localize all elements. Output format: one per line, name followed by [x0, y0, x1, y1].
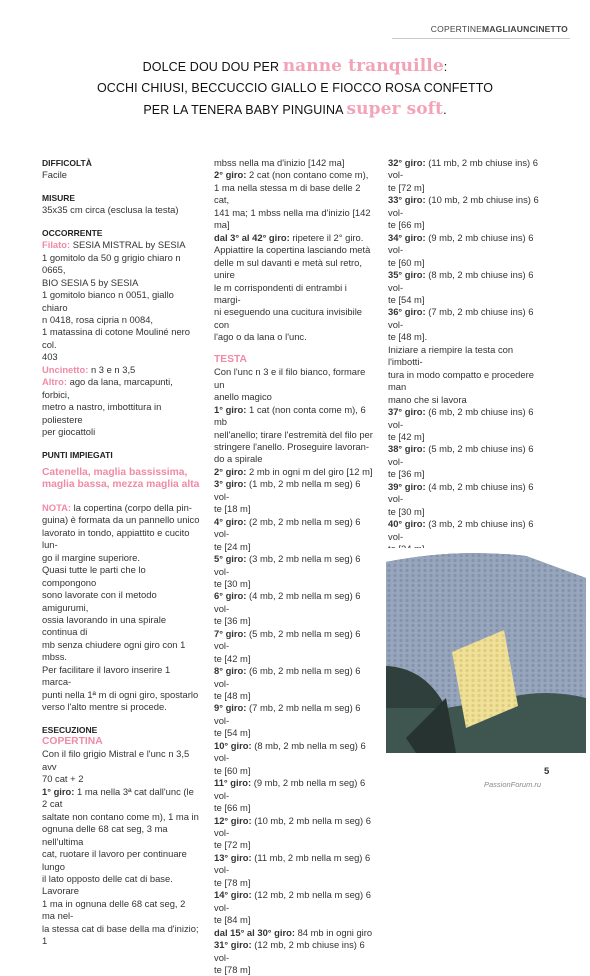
round-count: te [30 m]	[214, 577, 251, 589]
giro-text: ripetere il 2° giro.	[289, 231, 364, 243]
round-count: te [42 m]	[388, 430, 425, 442]
text-line: per giocattoli	[42, 426, 96, 438]
text-line: Quasi tutte le parti che lo compongono	[42, 564, 146, 588]
round-line	[388, 306, 550, 331]
text-line: 1 matassina di cotone Mouliné nero col.	[42, 326, 191, 350]
giro-label: 39° giro:	[388, 480, 426, 492]
giro-label: 3° giro:	[214, 478, 247, 490]
intro-text	[0, 56, 590, 121]
giro-label: 31° giro:	[214, 939, 252, 951]
giro-2-line	[214, 169, 376, 181]
round-line	[214, 466, 376, 478]
round-count: te [42 m]	[214, 652, 251, 664]
altro-line	[42, 376, 200, 401]
giro-label: 9° giro:	[214, 702, 247, 714]
giro-text: (4 mb, 2 mb nella m seg) 6 vol-	[214, 590, 361, 614]
text-line: punti nella 1ª m di ogni giro, spostarlo	[42, 688, 199, 700]
text-line: stringere l'anello. Proseguire lavoran-	[214, 440, 369, 452]
round-line	[214, 702, 376, 727]
column-1	[42, 157, 200, 948]
text-line: do a spirale	[214, 453, 263, 465]
round-line	[388, 481, 550, 506]
giro-1-line	[42, 786, 200, 811]
giro-text: (12 mb, 2 mb nella m seg) 6 vol-	[214, 889, 371, 913]
running-header	[431, 24, 568, 34]
heading-difficolta: DIFFICOLTÀ	[42, 158, 92, 168]
text-line: delle m sul davanti e metà sul retro, unire	[214, 256, 362, 281]
text-line: tura in modo compatto e procedere man	[388, 368, 534, 393]
text-line: Appiattire la copertina lasciando metà	[214, 244, 371, 256]
round-count: te [78 m]	[214, 964, 251, 975]
giro-text: (8 mb, 2 mb chiuse ins) 6 vol-	[388, 269, 534, 293]
giro-label: 7° giro:	[214, 627, 247, 639]
text-line: Con l'unc n 3 e il filo bianco, formare un	[214, 366, 366, 390]
heading-testa: TESTA	[214, 353, 247, 365]
header-magazine: MAGLIAUNCINETTO	[482, 24, 568, 34]
heading-copertina: COPERTINA	[42, 736, 103, 748]
text-line: mbss nella ma d'inizio [142 ma]	[214, 157, 345, 168]
giro-label: 11° giro:	[214, 777, 252, 789]
column-2	[214, 157, 376, 976]
crochet-blanket-photo	[386, 548, 586, 753]
difficolta-value: Facile	[42, 169, 68, 181]
round-count: te [18 m]	[214, 503, 251, 515]
text-line: la stessa cat di base della ma d'inizio; 1	[42, 922, 199, 947]
punti-line: maglia bassa, mezza maglia alta	[42, 479, 200, 491]
text-line: verso l'alto mentre si procede.	[42, 701, 167, 713]
text-line: go il margine superiore.	[42, 551, 140, 563]
crochet-blanket-illustration	[386, 548, 586, 753]
giro-label: 1° giro:	[214, 403, 247, 415]
giro-text: 1 cat (non conta come m), 6 mb	[214, 403, 366, 428]
round-line	[214, 815, 376, 840]
giro-label: 12° giro:	[214, 814, 252, 826]
heading-esecuzione: ESECUZIONE	[42, 724, 98, 735]
giro-text: (12 mb, 2 mb chiuse ins) 6 vol-	[214, 939, 365, 963]
intro-line3: PER LA TENERA BABY PINGUINA	[143, 103, 347, 117]
giro-label: 38° giro:	[388, 443, 426, 455]
round-line	[214, 889, 376, 914]
text-line: ni eseguendo una cucitura invisibile con	[214, 306, 363, 330]
intro-highlight-2: super soft	[346, 99, 444, 119]
giro-text: (5 mb, 2 mb chiuse ins) 6 vol-	[388, 443, 534, 467]
round-count: te [60 m]	[388, 256, 425, 268]
round-count: te [54 m]	[214, 727, 251, 739]
text-line: 141 ma; 1 mbss nella ma d'inizio [142 ma]	[214, 206, 371, 231]
giro-text: (1 mb, 2 mb nella m seg) 6 vol-	[214, 478, 361, 502]
heading-punti: PUNTI IMPIEGATI	[42, 449, 113, 460]
giro-text: 84 mb in ogni giro	[294, 926, 373, 938]
text-line: 1 gomitolo da 50 g grigio chiaro n 0665,	[42, 251, 181, 276]
giro-label: 33° giro:	[388, 194, 426, 206]
round-count: te [48 m]	[214, 690, 251, 702]
text-line: metro a nastro, imbottitura in poliestere	[42, 401, 162, 425]
text-line: saltate non contano come m), 1 ma in	[42, 810, 199, 822]
round-line	[388, 443, 550, 468]
round-count: te [66 m]	[214, 802, 251, 814]
giro-label: 36° giro:	[388, 306, 426, 318]
giro-label: dal 15° al 30° giro:	[214, 926, 295, 938]
giro-text: (4 mb, 2 mb chiuse ins) 6 vol-	[388, 480, 534, 505]
giro-3-42-line	[214, 232, 376, 244]
text-line: guina) è formata da un pannello unico	[42, 514, 200, 526]
giro-text: (11 mb, 2 mb chiuse ins) 6 vol-	[388, 157, 538, 181]
text-line: lavorato in tondo, appiattito e cucito lun-	[42, 526, 190, 551]
round-count: te [78 m]	[214, 876, 251, 888]
testa-rounds-list-3	[388, 406, 550, 555]
round-line	[388, 406, 550, 431]
text-line: 1 gomitolo bianco n 0051, giallo chiaro	[42, 289, 174, 313]
giro-text: (3 mb, 2 mb nella m seg) 6 vol-	[214, 553, 361, 577]
giro-label: 2° giro:	[214, 169, 247, 181]
round-count: te [66 m]	[388, 219, 425, 231]
text-line: BIO SESIA 5 by SESIA	[42, 276, 139, 288]
giro-label: 4° giro:	[214, 515, 247, 527]
round-count: te [48 m].	[388, 331, 428, 343]
text-line: cat, ruotare il lavoro per continuare lungo	[42, 848, 187, 872]
misure-value: 35x35 cm circa (esclusa la testa)	[42, 204, 179, 216]
giro-label: 37° giro:	[388, 406, 426, 418]
giro-label: 13° giro:	[214, 851, 252, 863]
intro-colon: :	[443, 60, 448, 74]
header-section: COPERTINE	[430, 24, 483, 34]
text-line: 1 ma in ognuna delle 68 cat seg, 2 ma nel-	[42, 897, 186, 922]
uncinetto-value: n 3 e n 3,5	[88, 363, 136, 375]
round-line	[214, 740, 376, 765]
text-line: ossia lavorando in una spirale continua di	[42, 613, 167, 638]
text-line: le m corrispondenti di entrambi i margi-	[214, 281, 347, 305]
giro-text: (6 mb, 2 mb nella m seg) 6 vol-	[214, 665, 361, 689]
giro-text: (11 mb, 2 mb nella m seg) 6 vol-	[214, 851, 371, 876]
round-line	[214, 628, 376, 653]
giro-label: 6° giro:	[214, 590, 247, 602]
round-count: te [84 m]	[214, 914, 251, 926]
filato-value: SESIA MISTRAL by SESIA	[70, 239, 186, 251]
giro-text: (3 mb, 2 mb chiuse ins) 6 vol-	[388, 518, 534, 542]
round-count: te [30 m]	[388, 505, 425, 517]
giro-text: (9 mb, 2 mb chiuse ins) 6 vol-	[388, 231, 534, 256]
intro-line2: OCCHI CHIUSI, BECCUCCIO GIALLO E FIOCCO ROSA CONFETTO	[96, 81, 494, 95]
giro-label: 1° giro:	[42, 785, 75, 797]
altro-value: ago da lana, marcapunti, forbici,	[42, 376, 173, 400]
text-line: 1 ma nella stessa m di base delle 2 cat,	[214, 181, 361, 206]
testa-giro-1-line	[214, 404, 376, 429]
giro-label: 34° giro:	[388, 231, 426, 243]
giro-text: (10 mb, 2 mb chiuse ins) 6 vol-	[388, 194, 539, 218]
text-line: Iniziare a riempire la testa con l'imbotti-	[388, 343, 514, 368]
giro-text: 1 ma nella 3ª cat dall'unc (le 2 cat	[42, 785, 194, 810]
uncinetto-label: Uncinetto:	[42, 363, 89, 375]
text-line: anello magico	[214, 391, 272, 403]
altro-label: Altro:	[42, 376, 67, 388]
text-line: Per facilitare il lavoro inserire 1 marca-	[42, 663, 171, 688]
text-line: il lato opposto delle cat di base. Lavorare	[42, 873, 173, 897]
round-line	[214, 665, 376, 690]
giro-label: 2° giro:	[214, 465, 247, 477]
round-count: te [24 m]	[214, 540, 251, 552]
round-line	[388, 269, 550, 294]
round-count: te [72 m]	[214, 839, 251, 851]
giro-label: 35° giro:	[388, 269, 426, 281]
text-line: mano che si lavora	[388, 393, 467, 405]
text-line: 403	[42, 351, 58, 363]
testa-rounds-list	[214, 466, 376, 976]
text-line: nell'anello; tirare l'estremità del filo per	[214, 428, 373, 440]
giro-label: 32° giro:	[388, 157, 426, 168]
giro-text: 2 cat (non contano come m),	[246, 169, 369, 181]
round-count: te [36 m]	[388, 468, 425, 480]
giro-text: 2 mb in ogni m del giro [12 m]	[246, 465, 373, 477]
round-count: te [60 m]	[214, 764, 251, 776]
round-line	[388, 194, 550, 219]
text-line: n 0418, rosa cipria n 0084,	[42, 313, 154, 325]
round-line	[388, 157, 550, 182]
testa-rounds-list-2	[388, 157, 550, 344]
filato-label: Filato:	[42, 239, 71, 251]
text-line: 70 cat + 2	[42, 773, 84, 785]
header-rule	[392, 38, 570, 39]
filato-line	[42, 239, 200, 251]
text-line: Con il filo grigio Mistral e l'unc n 3,5 avv	[42, 748, 190, 772]
nota-line	[42, 502, 200, 514]
round-line	[214, 777, 376, 802]
round-line	[214, 590, 376, 615]
giro-text: (7 mb, 2 mb nella m seg) 6 vol-	[214, 702, 361, 726]
text-line: mb senza chiudere ogni giro con 1 mbss.	[42, 638, 186, 663]
round-count: te [54 m]	[388, 293, 425, 305]
round-line	[214, 939, 376, 964]
round-line	[388, 232, 550, 257]
punti-line: Catenella, maglia bassissima,	[42, 466, 188, 478]
intro-highlight-1: nanne tranquille	[282, 56, 444, 76]
watermark: PassionForum.ru	[484, 780, 542, 789]
heading-occorrente: OCCORRENTE	[42, 227, 103, 238]
uncinetto-line	[42, 364, 200, 376]
text-line: sono lavorate con il metodo amigurumi,	[42, 589, 157, 613]
round-line	[388, 518, 550, 543]
giro-label: 5° giro:	[214, 553, 247, 565]
giro-text: (7 mb, 2 mb chiuse ins) 6 vol-	[388, 306, 534, 330]
heading-misure: MISURE	[42, 192, 76, 203]
round-line	[214, 516, 376, 541]
round-line	[214, 852, 376, 877]
giro-text: (5 mb, 2 mb nella m seg) 6 vol-	[214, 627, 361, 652]
nota-label: NOTA:	[42, 501, 71, 513]
giro-text: (6 mb, 2 mb chiuse ins) 6 vol-	[388, 406, 534, 430]
giro-text: (9 mb, 2 mb nella m seg) 6 vol-	[214, 777, 366, 801]
giro-label: 8° giro:	[214, 665, 247, 677]
round-line	[214, 553, 376, 578]
round-count: te [36 m]	[214, 615, 251, 627]
intro-period: .	[443, 103, 447, 117]
text-line: l'ago o da lana o l'unc.	[214, 331, 307, 343]
giro-label: 40° giro:	[388, 518, 426, 530]
giro-text: (10 mb, 2 mb nella m seg) 6 vol-	[214, 814, 371, 839]
intro-line1: DOLCE DOU DOU PER	[142, 60, 283, 74]
text-line: ognuna delle 68 cat seg, 3 ma nell'ultima	[42, 823, 168, 847]
round-line	[214, 478, 376, 503]
giro-label: 10° giro:	[214, 739, 252, 751]
round-count: te [72 m]	[388, 181, 425, 193]
page-number: 5	[544, 766, 550, 777]
giro-text: (8 mb, 2 mb nella m seg) 6 vol-	[214, 739, 366, 764]
round-line	[214, 927, 376, 939]
giro-label: dal 3° al 42° giro:	[214, 231, 290, 243]
giro-label: 14° giro:	[214, 889, 252, 901]
giro-text: (2 mb, 2 mb nella m seg) 6 vol-	[214, 515, 361, 540]
nota-text: la copertina (corpo della pin-	[71, 501, 192, 513]
